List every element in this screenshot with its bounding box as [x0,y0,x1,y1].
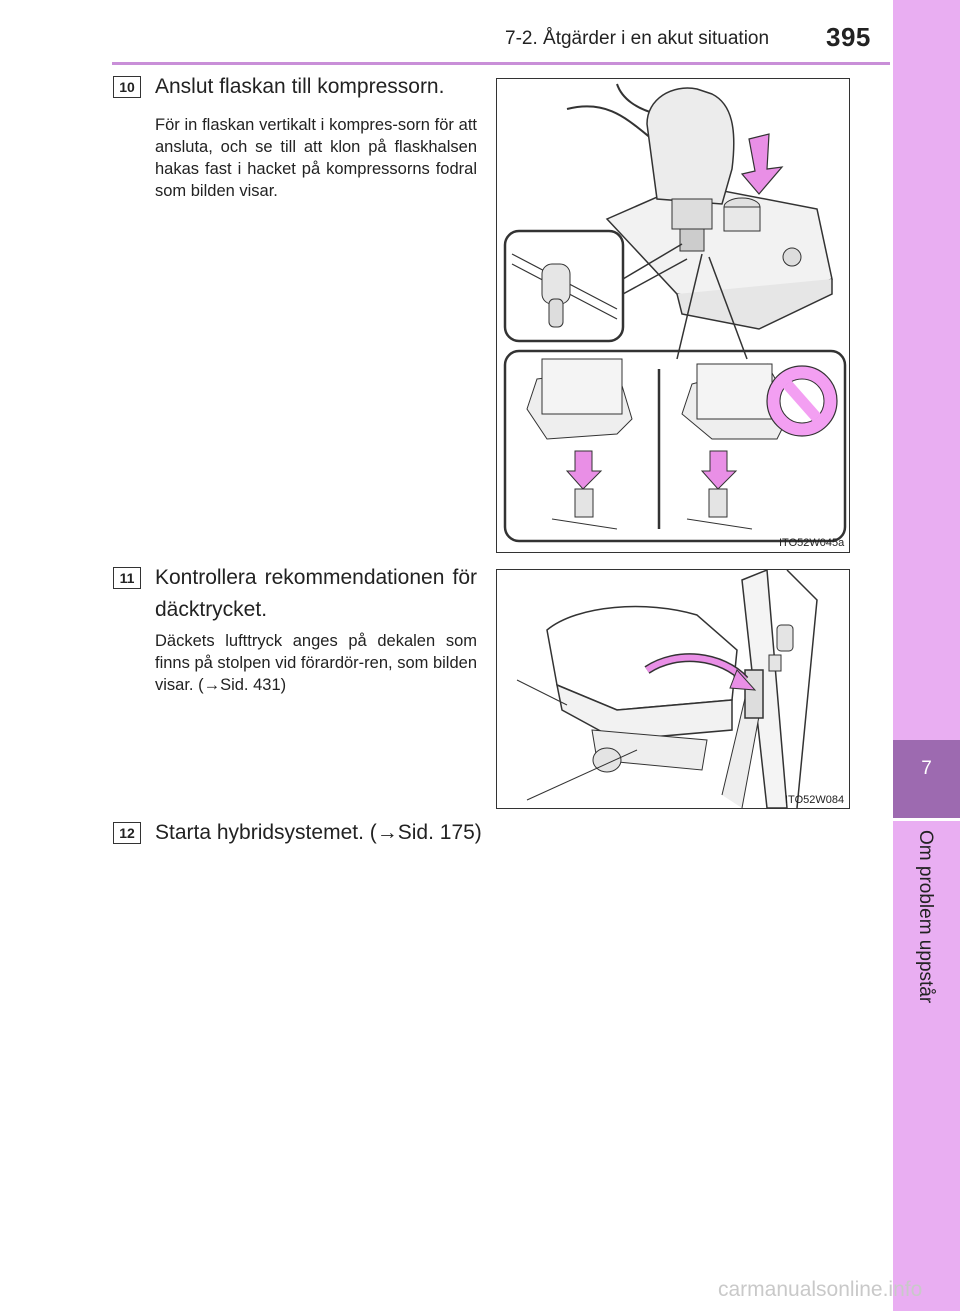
chapter-number: 7 [921,758,932,779]
step-11-title: Kontrollera rekommendationen för däcktrycket. [155,566,477,621]
chapter-side-tab [893,0,960,1311]
step-11-description: Däckets lufttryck anges på dekalen som finns på stolpen vid förardör-ren, som bilden visar. (→Sid. 431) [155,632,477,694]
section-title: 7-2. Åtgärder i en akut situation [505,28,770,49]
step-number-10: 10 [113,76,141,98]
chapter-title: Om problem uppstår [915,830,936,1004]
compressor-bottle-illustration [496,78,850,553]
step-number-11: 11 [113,567,141,589]
page-number: 395 [826,22,871,52]
figure-code-10: ITO52W045a [779,537,845,549]
step-10-title: Anslut flaskan till kompressorn. [155,75,445,98]
figure-code-11: ITO52W084 [785,794,845,806]
step-12-title: Starta hybridsystemet. (→Sid. 175) [155,821,482,844]
side-tab-divider [893,818,960,821]
watermark: carmanualsonline.info [718,1278,923,1301]
door-pillar-label-illustration [496,569,850,809]
step-number-12: 12 [113,822,141,844]
compressor-bottle-drawing [497,79,849,552]
header-rule [112,62,890,65]
step-10-description: För in flaskan vertikalt i kompres-sorn för att ansluta, och se till att klon på flaskhalsen hakas fast i hacket på kompressorns fodral som bilden visar. [155,116,477,200]
seat-door-drawing [497,570,849,808]
